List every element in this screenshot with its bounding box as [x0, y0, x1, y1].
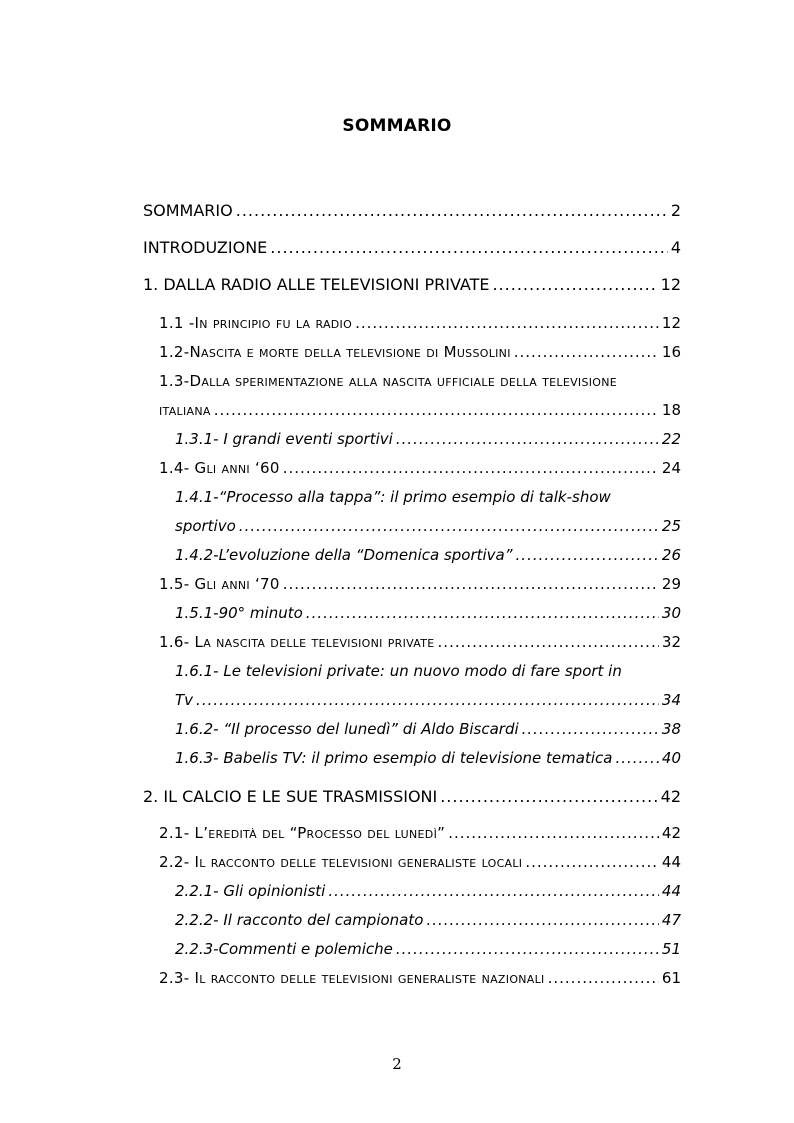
toc-entry-page: 51: [661, 940, 681, 958]
toc-entry-page: 42: [661, 824, 681, 842]
toc-entry-page: 29: [661, 575, 681, 593]
toc-entry-2-2-2[interactable]: [175, 910, 681, 930]
toc-entry-page: 47: [661, 911, 681, 929]
toc-entry-text: 2.2.3-Commenti e polemiche: [175, 940, 393, 958]
toc-entry-text: 2.2.2- Il racconto del campionato: [175, 911, 424, 929]
toc-entry-1-4-1[interactable]: [175, 516, 681, 536]
toc-entry-page: 22: [661, 430, 681, 448]
leader-dots: [239, 516, 659, 536]
toc-entry-1-6[interactable]: [159, 632, 681, 652]
leader-dots: [283, 574, 659, 594]
toc-entry-text: 2.1- L’eredità del “Processo del lunedì”: [159, 824, 446, 842]
page-number: 2: [392, 1055, 402, 1073]
toc-entry-text: 1.5.1-90° minuto: [175, 604, 303, 622]
toc-entry-page: 32: [661, 633, 681, 651]
toc-entry-text: 1.6.3- Babelis TV: il primo esempio di televisione tematica: [175, 749, 613, 767]
toc-entry-text: SOMMARIO: [143, 201, 233, 220]
toc-entry-text: 1.4.2-L’evoluzione della “Domenica sportiva”: [175, 546, 513, 564]
toc-entry-2-2-1[interactable]: [175, 881, 681, 901]
leader-dots: [396, 939, 659, 959]
leader-dots: [438, 632, 659, 652]
toc-entry-1-5[interactable]: [159, 574, 681, 594]
toc-entry-text: 2.2- Il racconto delle televisioni generaliste locali: [159, 853, 523, 871]
leader-dots: [615, 748, 658, 768]
toc-entry-page: 42: [660, 787, 681, 806]
leader-dots: [355, 313, 659, 333]
leader-dots: [270, 238, 668, 258]
toc-entry-text: 1.3-Dalla sperimentazione alla nascita ufficiale della televisione: [159, 372, 618, 390]
leader-dots: [283, 458, 659, 478]
toc-entry-page: 16: [661, 343, 681, 361]
toc-entry-text: 2.3- Il racconto delle televisioni generaliste nazionali: [159, 969, 545, 987]
toc-entry-page: 4: [670, 238, 681, 257]
toc-entry-page: 12: [660, 275, 681, 294]
toc-entry-text: 1.5- Gli anni ‘70: [159, 575, 280, 593]
toc-entry-text: Tv: [175, 691, 194, 709]
toc-entry-page: 38: [661, 720, 681, 738]
toc-entry-2-3[interactable]: [159, 968, 681, 988]
leader-dots: [548, 968, 659, 988]
toc-entry-page: 44: [661, 882, 681, 900]
toc-entry-1-2[interactable]: [159, 342, 681, 362]
toc-entry-2-1[interactable]: [159, 823, 681, 843]
toc-entry-text: 1.6.2- “Il processo del lunedì” di Aldo Biscardi: [175, 720, 519, 738]
toc-entry-1-4-1-line1[interactable]: [175, 487, 681, 507]
leader-dots: [196, 690, 659, 710]
toc-entry-page: 34: [661, 691, 681, 709]
toc-entry-1-6-2[interactable]: [175, 719, 681, 739]
toc-entry-1-6-1-line1[interactable]: [175, 661, 681, 681]
toc-entry-text: INTRODUZIONE: [143, 238, 268, 257]
leader-dots: [396, 429, 659, 449]
leader-dots: [214, 400, 659, 420]
leader-dots: [514, 342, 659, 362]
page-title: SOMMARIO: [342, 116, 452, 136]
toc-entry-page: 30: [661, 604, 681, 622]
toc-entry-2-2-3[interactable]: [175, 939, 681, 959]
toc-entry-text: 1.1 -In principio fu la radio: [159, 314, 353, 332]
toc-entry-page: 18: [661, 401, 681, 419]
leader-dots: [236, 201, 668, 221]
leader-dots: [440, 787, 657, 807]
toc-entry-text: italiana: [159, 401, 211, 419]
toc-entry-1-3-1[interactable]: [175, 429, 681, 449]
toc-entry-1-4-2[interactable]: [175, 545, 681, 565]
toc-entry-1-6-1[interactable]: [175, 690, 681, 710]
leader-dots: [525, 852, 659, 872]
toc-entry-page: 26: [661, 546, 681, 564]
toc-entry-page: 2: [670, 201, 681, 220]
toc-entry-page: 12: [661, 314, 681, 332]
toc-entry-text: 1.6- La nascita delle televisioni private: [159, 633, 435, 651]
toc-entry-text: sportivo: [175, 517, 236, 535]
toc-entry-sommario[interactable]: [143, 201, 681, 221]
toc-entry-1-4[interactable]: [159, 458, 681, 478]
toc-entry-text: 1.3.1- I grandi eventi sportivi: [175, 430, 393, 448]
toc-entry-text: 1. DALLA RADIO ALLE TELEVISIONI PRIVATE: [143, 275, 490, 294]
toc-entry-text: 1.4.1-“Processo alla tappa”: il primo esempio di talk-show: [175, 488, 611, 506]
toc-entry-text: 2. IL CALCIO E LE SUE TRASMISSIONI: [143, 787, 438, 806]
toc-entry-1-5-1[interactable]: [175, 603, 681, 623]
toc-entry-1-3-line1[interactable]: [159, 371, 681, 391]
toc-entry-text: 1.2-Nascita e morte della televisione di Mussolini: [159, 343, 511, 361]
toc-entry-2-2[interactable]: [159, 852, 681, 872]
toc-entry-text: 2.2.1- Gli opinionisti: [175, 882, 326, 900]
toc-entry-1-6-3[interactable]: [175, 748, 681, 768]
leader-dots: [448, 823, 659, 843]
toc-entry-page: 25: [661, 517, 681, 535]
toc-entry-page: 44: [661, 853, 681, 871]
toc-entry-page: 61: [661, 969, 681, 987]
toc-entry-introduzione[interactable]: [143, 238, 681, 258]
toc-entry-page: 24: [661, 459, 681, 477]
toc-entry-chapter-1[interactable]: [143, 275, 681, 295]
toc-entry-text: 1.4- Gli anni ‘60: [159, 459, 280, 477]
leader-dots: [426, 910, 658, 930]
leader-dots: [522, 719, 659, 739]
toc-entry-1-3[interactable]: [159, 400, 681, 420]
toc-entry-text: 1.6.1- Le televisioni private: un nuovo modo di fare sport in: [175, 662, 622, 680]
leader-dots: [492, 275, 657, 295]
toc-entry-chapter-2[interactable]: [143, 787, 681, 807]
leader-dots: [328, 881, 659, 901]
toc-entry-page: 40: [661, 749, 681, 767]
toc-entry-1-1[interactable]: [159, 313, 681, 333]
leader-dots: [516, 545, 659, 565]
leader-dots: [306, 603, 659, 623]
